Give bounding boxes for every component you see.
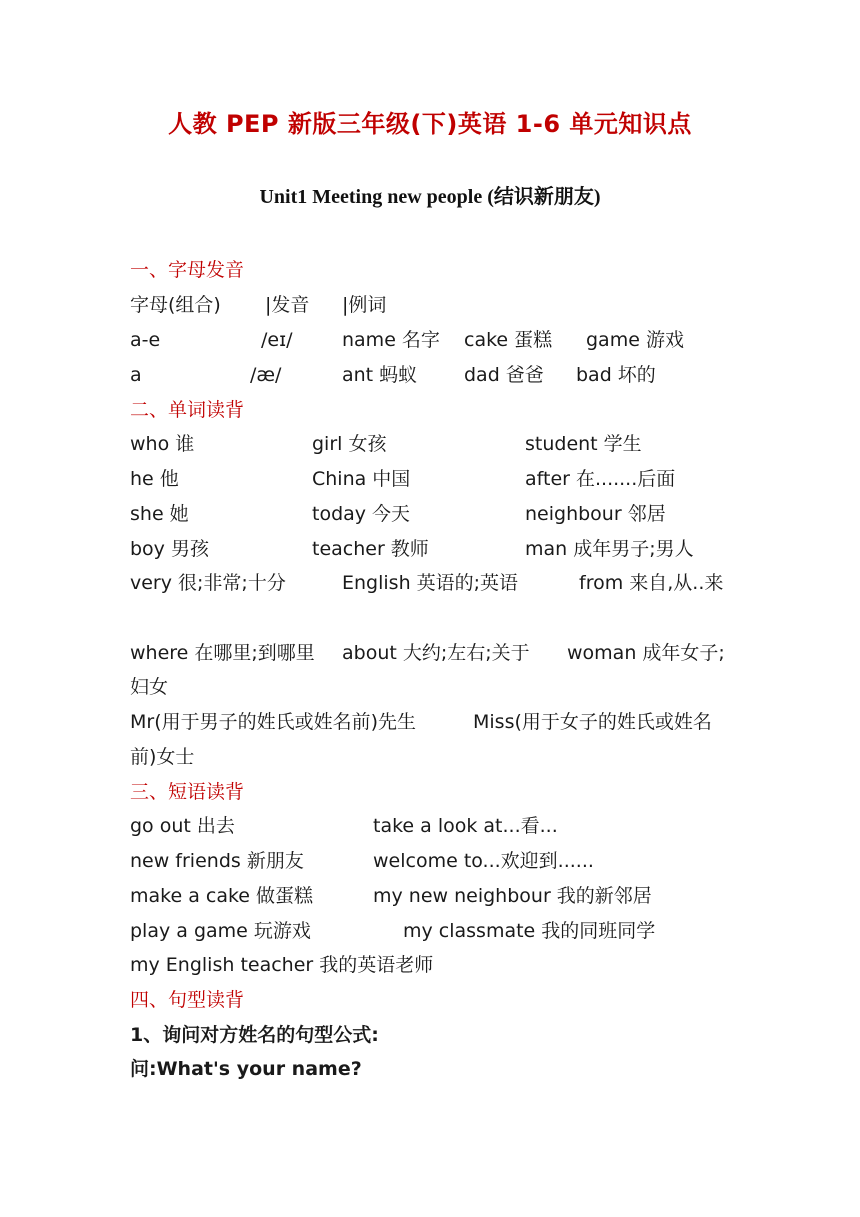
phrase: welcome to...欢迎到...... xyxy=(373,850,594,872)
example-word: cake 蛋糕 xyxy=(464,329,553,351)
phrase-row xyxy=(130,918,690,944)
example-word: dad 爸爸 xyxy=(464,364,544,386)
document-title: 人教 PEP 新版三年级(下)英语 1-6 单元知识点 xyxy=(168,110,692,138)
pronunciation-header-row xyxy=(130,292,730,318)
header-sound: |发音 xyxy=(265,294,310,316)
vocab-word: where 在哪里;到哪里 xyxy=(130,642,315,664)
sentence-pattern-item: 1、询问对方姓名的句型公式: xyxy=(130,1024,379,1046)
vocab-word: he 他 xyxy=(130,468,179,490)
phrase: my classmate 我的同班同学 xyxy=(403,920,656,942)
vocab-row xyxy=(130,709,740,735)
vocab-row xyxy=(130,466,740,492)
vocab-row xyxy=(130,536,740,562)
section-heading-phrases: 三、短语读背 xyxy=(130,781,245,803)
section-heading-sentences: 四、句型读背 xyxy=(130,989,245,1011)
phrase: take a look at...看... xyxy=(373,815,558,837)
vocab-word: Miss(用于女子的姓氏或姓名 xyxy=(473,711,712,733)
phrase: my new neighbour 我的新邻居 xyxy=(373,885,652,907)
example-word: game 游戏 xyxy=(586,329,684,351)
vocab-row xyxy=(130,640,740,666)
vocab-word: woman 成年女子; xyxy=(567,642,725,664)
phrase: new friends 新朋友 xyxy=(130,850,304,872)
vocab-word: China 中国 xyxy=(312,468,411,490)
section-heading-pronunciation: 一、字母发音 xyxy=(130,259,245,281)
vocab-word: she 她 xyxy=(130,503,189,525)
vocab-word: neighbour 邻居 xyxy=(525,503,666,525)
vocab-wrap-text: 妇女 xyxy=(130,676,169,698)
vocab-word: about 大约;左右;关于 xyxy=(342,642,530,664)
phonetic: /æ/ xyxy=(250,364,282,386)
vocab-row xyxy=(130,501,740,527)
letter-combo: a xyxy=(130,364,142,386)
sentence-question: 问:What's your name? xyxy=(130,1058,362,1080)
unit-title: Unit1 Meeting new people (结识新朋友) xyxy=(259,186,601,208)
vocab-word: after 在.......后面 xyxy=(525,468,676,490)
vocab-word: man 成年男子;男人 xyxy=(525,538,694,560)
phrase-row xyxy=(130,848,690,874)
example-word: bad 坏的 xyxy=(576,364,656,386)
vocab-wrap-text: 前)女士 xyxy=(130,746,195,768)
vocab-word: student 学生 xyxy=(525,433,642,455)
letter-combo: a-e xyxy=(130,329,161,351)
phrase-row xyxy=(130,883,690,909)
vocab-row xyxy=(130,570,740,596)
phrase: go out 出去 xyxy=(130,815,235,837)
vocab-word: boy 男孩 xyxy=(130,538,209,560)
vocab-row xyxy=(130,431,740,457)
vocab-word: girl 女孩 xyxy=(312,433,387,455)
section-heading-words: 二、单词读背 xyxy=(130,399,245,421)
header-examples: |例词 xyxy=(342,294,387,316)
pronunciation-row xyxy=(130,362,730,388)
vocab-word: from 来自,从..来 xyxy=(579,572,724,594)
vocab-word: today 今天 xyxy=(312,503,411,525)
example-word: name 名字 xyxy=(342,329,440,351)
phrase: play a game 玩游戏 xyxy=(130,920,311,942)
vocab-word: very 很;非常;十分 xyxy=(130,572,286,594)
phrase: make a cake 做蛋糕 xyxy=(130,885,314,907)
phrase: my English teacher 我的英语老师 xyxy=(130,954,434,976)
vocab-word: teacher 教师 xyxy=(312,538,429,560)
pronunciation-row xyxy=(130,327,730,353)
vocab-word: Mr(用于男子的姓氏或姓名前)先生 xyxy=(130,711,417,733)
example-word: ant 蚂蚁 xyxy=(342,364,418,386)
header-letters: 字母(组合) xyxy=(130,294,221,316)
vocab-word: who 谁 xyxy=(130,433,195,455)
phrase-row xyxy=(130,813,690,839)
phonetic: /eɪ/ xyxy=(261,329,293,351)
vocab-word: English 英语的;英语 xyxy=(342,572,519,594)
